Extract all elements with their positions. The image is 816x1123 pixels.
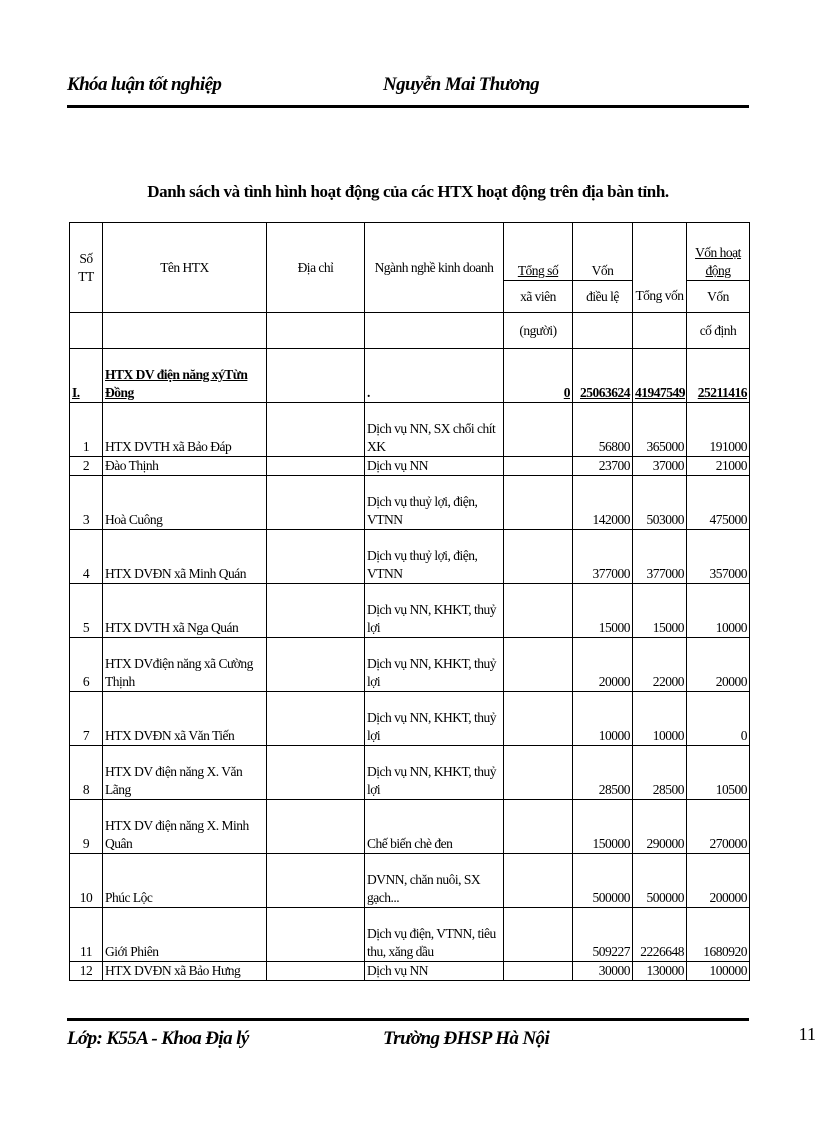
table-row	[70, 530, 750, 584]
row-address	[267, 457, 365, 476]
row-stt: 7	[70, 692, 103, 746]
row-total: 28500	[633, 746, 687, 800]
table-row	[70, 476, 750, 530]
header-address: Địa chỉ	[267, 223, 365, 313]
row-stt: 6	[70, 638, 103, 692]
row-fixed: 475000	[687, 476, 750, 530]
row-sector: Dịch vụ thuỷ lợi, điện, VTNN	[365, 530, 504, 584]
row-sector: Dịch vụ NN, KHKT, thuỷ lợi	[365, 692, 504, 746]
row-name: Giới Phiên	[103, 908, 267, 962]
row-name: HTX DVĐN xã Bảo Hưng	[103, 962, 267, 981]
row-stt: 1	[70, 403, 103, 457]
row-fixed: 357000	[687, 530, 750, 584]
row-fixed: 100000	[687, 962, 750, 981]
row-total: 365000	[633, 403, 687, 457]
row-total: 130000	[633, 962, 687, 981]
footer-left: Lớp: K55A - Khoa Địa lý	[67, 1028, 249, 1049]
row-members	[504, 457, 573, 476]
header-members-3: (người)	[504, 313, 573, 349]
row-sector: Chế biến chè đen	[365, 800, 504, 854]
row-name: HTX DVĐN xã Văn Tiến	[103, 692, 267, 746]
row-stt: 9	[70, 800, 103, 854]
row-stt: 11	[70, 908, 103, 962]
row-fixed: 191000	[687, 403, 750, 457]
row-charter: 142000	[573, 476, 633, 530]
row-address	[267, 530, 365, 584]
row-name: HTX DVTH xã Nga Quán	[103, 584, 267, 638]
header-stt: Số TT	[70, 223, 103, 313]
row-fixed: 21000	[687, 457, 750, 476]
header-total-empty	[633, 223, 687, 281]
row-members	[504, 530, 573, 584]
row-total: 500000	[633, 854, 687, 908]
page-number: 11	[798, 1024, 816, 1044]
table-row	[70, 908, 750, 962]
table-row	[70, 457, 750, 476]
row-fixed: 10500	[687, 746, 750, 800]
table-row	[70, 692, 750, 746]
row-name: HTX DV điện năng X. Văn Lãng	[103, 746, 267, 800]
header-fixed-2: cố định	[687, 313, 750, 349]
row-charter: 56800	[573, 403, 633, 457]
row-address	[267, 962, 365, 981]
row-name: Đào Thịnh	[103, 457, 267, 476]
row-total: 22000	[633, 638, 687, 692]
row-address	[267, 800, 365, 854]
row-charter: 20000	[573, 638, 633, 692]
row-sector: DVNN, chăn nuôi, SX gạch...	[365, 854, 504, 908]
header-rule	[67, 105, 749, 108]
table-row	[70, 403, 750, 457]
row-sector: Dịch vụ NN, KHKT, thuỷ lợi	[365, 638, 504, 692]
header-fixed: Vốn	[687, 281, 750, 313]
row-charter: 509227	[573, 908, 633, 962]
row-total: 290000	[633, 800, 687, 854]
row-members	[504, 638, 573, 692]
header-right: Nguyễn Mai Thương	[383, 74, 540, 95]
table-row	[70, 962, 750, 981]
row-sector: Dịch vụ điện, VTNN, tiêu thu, xăng dầu	[365, 908, 504, 962]
cooperatives-table	[69, 222, 750, 981]
row-stt: 10	[70, 854, 103, 908]
row-charter: 377000	[573, 530, 633, 584]
header-name: Tên HTX	[103, 223, 267, 313]
row-fixed: 1680920	[687, 908, 750, 962]
row-total: 15000	[633, 584, 687, 638]
row-sector: Dịch vụ NN, KHKT, thuỷ lợi	[365, 584, 504, 638]
row-members	[504, 584, 573, 638]
summary-row: I. HTX DV điện năng xýTừn Đồng . 0 25063624 41947549 25211416	[70, 349, 750, 403]
row-name: Phúc Lộc	[103, 854, 267, 908]
row-charter: 30000	[573, 962, 633, 981]
header-total: Tổng vốn	[633, 281, 687, 313]
row-address	[267, 854, 365, 908]
row-members	[504, 800, 573, 854]
row-name: HTX DVĐN xã Minh Quán	[103, 530, 267, 584]
row-stt: 2	[70, 457, 103, 476]
row-fixed: 20000	[687, 638, 750, 692]
row-sector: Dịch vụ thuỷ lợi, điện, VTNN	[365, 476, 504, 530]
row-address	[267, 638, 365, 692]
footer-right: Trường ĐHSP Hà Nội	[383, 1028, 550, 1049]
row-stt: 12	[70, 962, 103, 981]
table-row	[70, 800, 750, 854]
row-name: HTX DVTH xã Bảo Đáp	[103, 403, 267, 457]
row-total: 503000	[633, 476, 687, 530]
row-address	[267, 403, 365, 457]
row-sector: Dịch vụ NN	[365, 457, 504, 476]
row-address	[267, 908, 365, 962]
table-row	[70, 746, 750, 800]
footer-rule	[67, 1018, 749, 1021]
row-address	[267, 584, 365, 638]
row-address	[267, 746, 365, 800]
header-charter-2: điều lệ	[573, 281, 633, 313]
row-total: 2226648	[633, 908, 687, 962]
row-charter: 150000	[573, 800, 633, 854]
row-total: 10000	[633, 692, 687, 746]
header-left: Khóa luận tốt nghiệp	[67, 74, 222, 95]
table-row	[70, 584, 750, 638]
row-sector: Dịch vụ NN, KHKT, thuỷ lợi	[365, 746, 504, 800]
header-sector: Ngành nghề kinh doanh	[365, 223, 504, 313]
table-row	[70, 854, 750, 908]
row-charter: 10000	[573, 692, 633, 746]
header-members: Tổng số	[504, 223, 573, 281]
row-members	[504, 692, 573, 746]
row-address	[267, 476, 365, 530]
row-sector: Dịch vụ NN, SX chổi chít XK	[365, 403, 504, 457]
row-charter: 500000	[573, 854, 633, 908]
row-address	[267, 692, 365, 746]
row-fixed: 0	[687, 692, 750, 746]
row-members	[504, 962, 573, 981]
row-charter: 28500	[573, 746, 633, 800]
header-oper: Vốn hoạt động	[687, 223, 750, 281]
row-name: HTX DVđiện năng xã Cường Thịnh	[103, 638, 267, 692]
row-fixed: 200000	[687, 854, 750, 908]
row-stt: 4	[70, 530, 103, 584]
row-total: 37000	[633, 457, 687, 476]
page-title: Danh sách và tình hình hoạt động của các HTX hoạt động trên địa bàn tỉnh.	[147, 182, 669, 201]
row-stt: 5	[70, 584, 103, 638]
row-charter: 15000	[573, 584, 633, 638]
row-fixed: 270000	[687, 800, 750, 854]
row-members	[504, 854, 573, 908]
row-members	[504, 746, 573, 800]
row-total: 377000	[633, 530, 687, 584]
header-members-2: xã viên	[504, 281, 573, 313]
row-members	[504, 403, 573, 457]
row-sector: Dịch vụ NN	[365, 962, 504, 981]
row-members	[504, 908, 573, 962]
row-stt: 8	[70, 746, 103, 800]
row-charter: 23700	[573, 457, 633, 476]
row-name: Hoà Cuông	[103, 476, 267, 530]
header-charter: Vốn	[573, 223, 633, 281]
row-stt: 3	[70, 476, 103, 530]
row-fixed: 10000	[687, 584, 750, 638]
row-name: HTX DV điện năng X. Minh Quân	[103, 800, 267, 854]
table-row	[70, 638, 750, 692]
row-members	[504, 476, 573, 530]
